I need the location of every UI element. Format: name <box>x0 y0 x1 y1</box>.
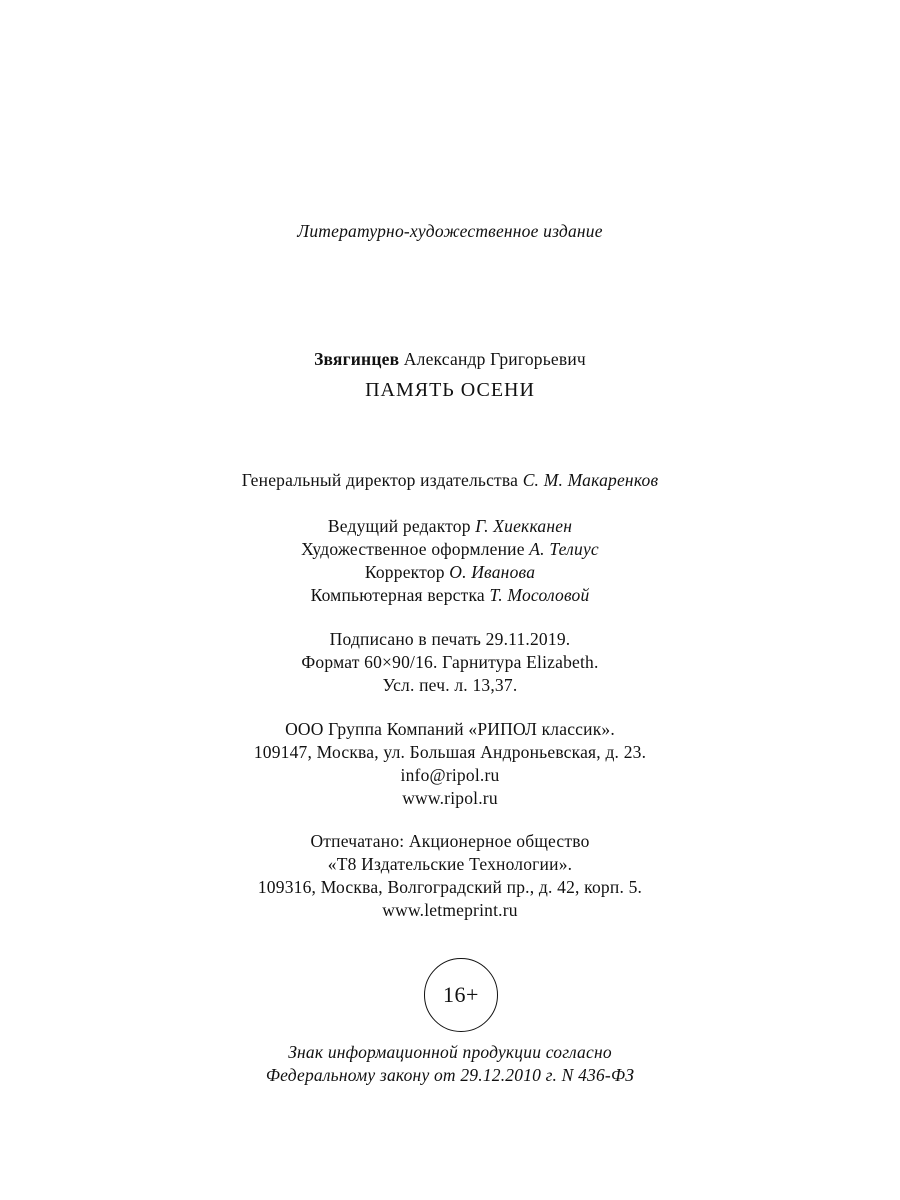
general-director-name: С. М. Макаренков <box>522 470 659 490</box>
credit-label: Ведущий редактор <box>327 516 471 536</box>
credit-name: Т. Мосоловой <box>489 585 590 605</box>
printer-line: 109316, Москва, Волгоградский пр., д. 42, корп. 5. <box>257 877 643 897</box>
credit-name: Г. Хиекканен <box>475 516 573 536</box>
credit-design <box>0 538 900 560</box>
age-note-line: Знак информационной продукции согласно <box>288 1042 612 1062</box>
printer-line: «Т8 Издательские Технологии». <box>327 854 573 874</box>
age-note-line: Федеральному закону от 29.12.2010 г. N 436-ФЗ <box>265 1065 635 1085</box>
printer-website: www.letmeprint.ru <box>382 900 518 920</box>
credit-layout <box>0 584 900 606</box>
publisher-line: ООО Группа Компаний «РИПОЛ классик». <box>285 719 615 739</box>
publisher-email: info@ripol.ru <box>400 765 500 785</box>
publisher-line: 109147, Москва, ул. Большая Андроньевская, д. 23. <box>253 742 647 762</box>
printer-line: Отпечатано: Акционерное общество <box>310 831 590 851</box>
age-rating-text: 16+ <box>443 982 479 1007</box>
edition-type: Литературно-художественное издание <box>297 221 603 241</box>
credit-proofreader <box>0 561 900 583</box>
general-director-line <box>0 469 900 491</box>
credit-editor <box>0 515 900 537</box>
book-title: ПАМЯТЬ ОСЕНИ <box>365 379 535 401</box>
age-rating-badge <box>424 958 498 1032</box>
credit-label: Художественное оформление <box>301 539 525 559</box>
print-info-line: Формат 60×90/16. Гарнитура Elizabeth. <box>301 652 599 672</box>
print-info-line: Усл. печ. л. 13,37. <box>382 675 518 695</box>
credit-label: Корректор <box>364 562 445 582</box>
credit-name: О. Иванова <box>449 562 536 582</box>
print-info-line: Подписано в печать 29.11.2019. <box>329 629 571 649</box>
credit-name: А. Телиус <box>529 539 599 559</box>
general-director-label: Генеральный директор издательства <box>241 470 519 490</box>
publisher-website: www.ripol.ru <box>402 788 498 808</box>
author-line <box>0 348 900 370</box>
author-surname: Звягинцев <box>314 349 400 369</box>
credit-label: Компьютерная верстка <box>310 585 485 605</box>
author-name: Александр Григорьевич <box>403 349 586 369</box>
